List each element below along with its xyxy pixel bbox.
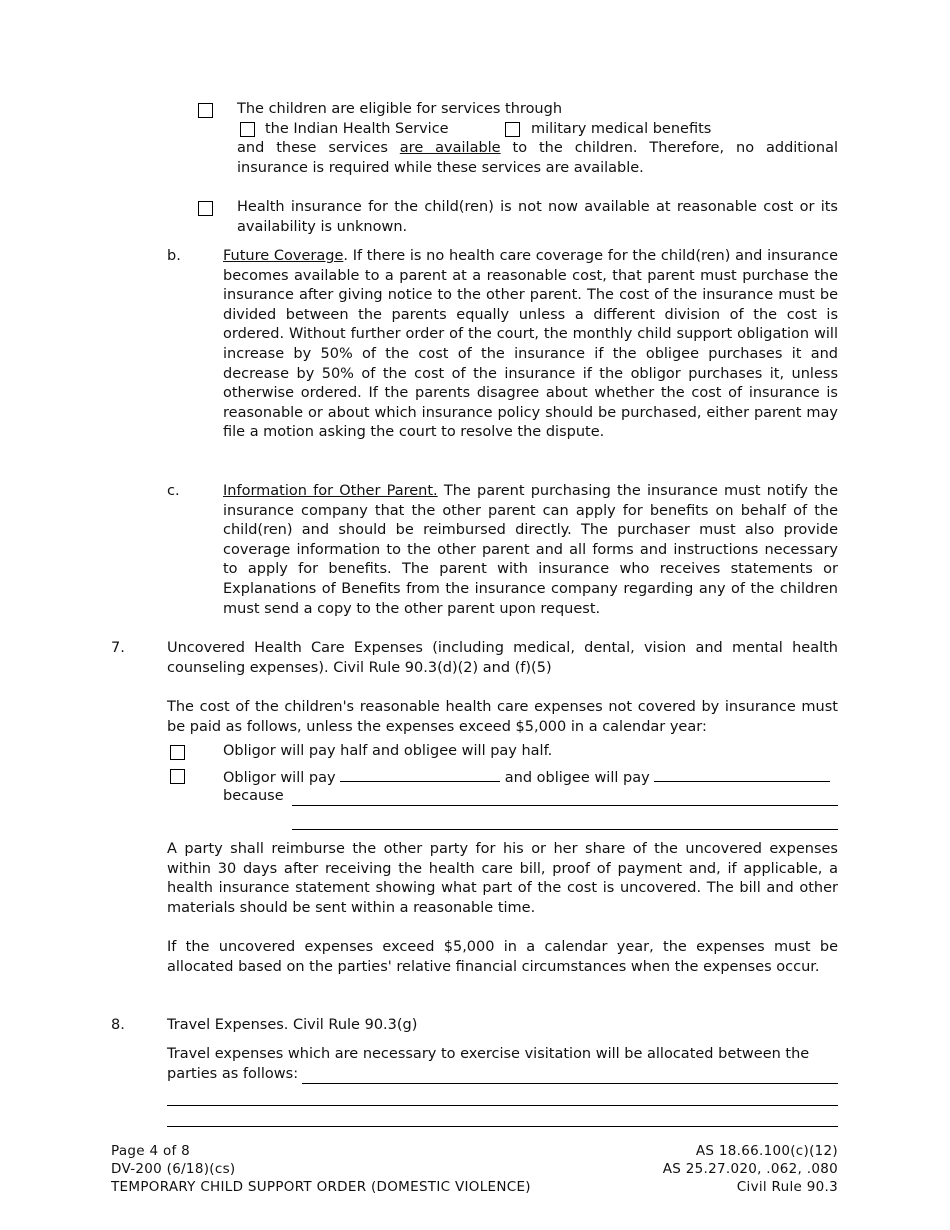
section-7-heading: Uncovered Health Care Expenses (including medical, dental, vision and mental health counseling expenses). Civil Rule 90.3(d)(2) and (f)(5)	[167, 640, 838, 676]
obligee-share-field[interactable]	[654, 767, 830, 782]
reimbursement-text: A party shall reimburse the other party for his or her share of the uncovered expenses within 30 days after receiving the health care bill, proof of payment and, if applicable, a health insurance statement showing what part of the cost is uncovered. The bill and other materials should be sent within a reasonable time.	[167, 841, 838, 916]
travel-expenses-text: Travel expenses which are necessary to exercise visitation will be allocated between the	[167, 1046, 810, 1062]
custom-split-checkbox[interactable]	[170, 769, 185, 784]
other-parent-info-paragraph: Information for Other Parent. The parent purchasing the insurance must notify the insurance company that the other parent can apply for benefits on behalf of the child(ren) and should be reimbursed directly. The purchaser must also provide coverage information to the other parent and all forms and instructions necessary to apply for benefits. The parent with insurance who receives statements or Explanations of Benefits from the insurance company regarding any of the children must send a copy to the other parent upon request.	[223, 483, 838, 617]
travel-allocation-field-line-2[interactable]	[167, 1105, 838, 1106]
indian-health-service-checkbox[interactable]	[240, 122, 255, 137]
travel-allocation-field-line-1[interactable]	[302, 1083, 838, 1084]
military-benefits-label: military medical benefits	[531, 121, 712, 137]
section-7-number: 7.	[111, 640, 125, 656]
footer-right	[663, 1142, 838, 1196]
military-benefits-checkbox[interactable]	[505, 122, 520, 137]
item-b-letter: b.	[167, 248, 181, 264]
future-coverage-paragraph: Future Coverage. If there is no health care coverage for the child(ren) and insurance becomes available to a parent at a reasonable cost, that parent must purchase the insurance after giving notice to the other parent. The cost of the insurance must be divided between the parents equally unless a different division of the cost is ordered. Without further order of the court, the monthly child support obligation will increase by 50% of the cost of the insurance if the obligee purchases it and decrease by 50% of the cost of the insurance if the obligor purchases it, unless otherwise ordered. If the parents disagree about whether the cost of insurance is reasonable or about which insurance policy should be purchased, either parent may file a motion asking the court to resolve the dispute.	[223, 248, 838, 441]
services-available-text: and these services are available to the children. Therefore, no additional insurance is required while these services are available.	[237, 140, 838, 176]
footer-form-number: DV-200 (6/18)(cs)	[111, 1161, 236, 1177]
other-parent-info-heading: Information for Other Parent.	[223, 483, 438, 499]
item-c-letter: c.	[167, 483, 180, 499]
footer-civil-rule: Civil Rule 90.3	[736, 1179, 838, 1195]
footer-page-number: Page 4 of 8	[111, 1143, 191, 1159]
obligor-share-field[interactable]	[340, 767, 500, 782]
travel-expenses-text-2: parties as follows:	[167, 1066, 299, 1082]
because-field-line-1[interactable]	[292, 805, 838, 806]
half-split-label: Obligor will pay half and obligee will pay half.	[223, 743, 553, 759]
because-label: because	[223, 788, 284, 804]
custom-split-line: Obligor will pay and obligee will pay	[223, 767, 830, 789]
uncovered-intro-text: The cost of the children's reasonable health care expenses not covered by insurance must be paid as follows, unless the expenses exceed $5,000 in a calendar year:	[167, 699, 838, 735]
because-field-line-2[interactable]	[292, 829, 838, 830]
footer-form-title: TEMPORARY CHILD SUPPORT ORDER (DOMESTIC VIOLENCE)	[111, 1179, 531, 1195]
travel-allocation-field-line-3[interactable]	[167, 1126, 838, 1127]
future-coverage-heading: Future Coverage	[223, 248, 344, 264]
footer-statute-ref-2: AS 25.27.020, .062, .080	[662, 1161, 838, 1177]
footer-statute-ref-1: AS 18.66.100(c)(12)	[695, 1143, 838, 1159]
exceed-limit-text: If the uncovered expenses exceed $5,000 in a calendar year, the expenses must be allocated based on the parties' relative financial circumstances when the expenses occur.	[167, 939, 838, 975]
section-8-heading: Travel Expenses. Civil Rule 90.3(g)	[167, 1017, 418, 1033]
insurance-unavailable-text: Health insurance for the child(ren) is not now available at reasonable cost or its availability is unknown.	[237, 199, 838, 235]
services-eligible-text: The children are eligible for services through	[237, 101, 563, 117]
section-8-number: 8.	[111, 1017, 125, 1033]
footer-left	[111, 1142, 531, 1196]
half-split-checkbox[interactable]	[170, 745, 185, 760]
services-eligible-checkbox[interactable]	[198, 103, 213, 118]
indian-health-service-label: the Indian Health Service	[265, 121, 449, 137]
insurance-unavailable-checkbox[interactable]	[198, 201, 213, 216]
